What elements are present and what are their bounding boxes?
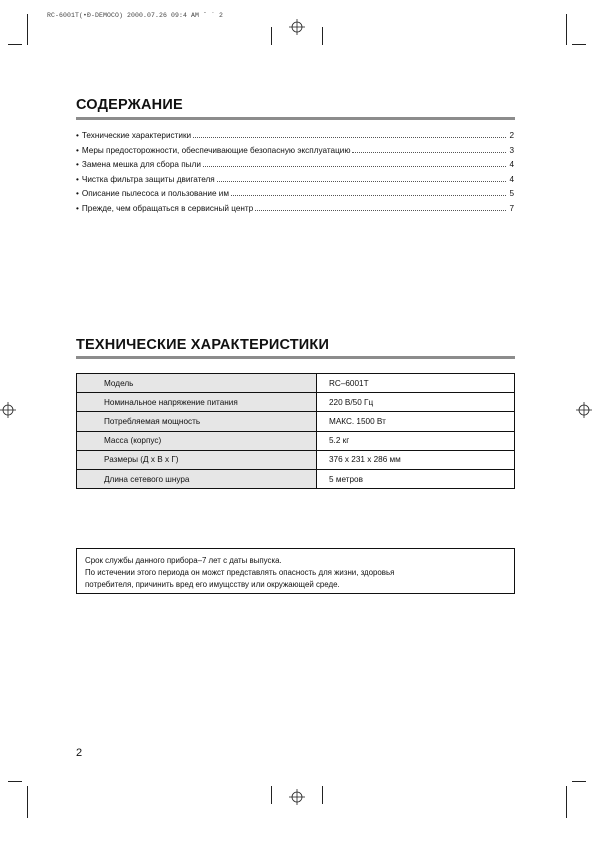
toc-leader: [217, 181, 506, 182]
spec-label: Длина сетевого шнура: [77, 469, 317, 488]
crop-mark-top-left-h: [8, 44, 22, 45]
spec-label: Размеры (Д x В x Г): [77, 450, 317, 469]
contents-title-rule: [76, 117, 515, 120]
registration-mark-top-icon: [289, 19, 305, 35]
toc-bullet: •: [76, 203, 79, 213]
spec-value: 220 В/50 Гц: [317, 393, 515, 412]
table-row: [77, 412, 515, 431]
registration-mark-bottom-icon: [289, 789, 305, 805]
spec-value: RC–6001T: [317, 374, 515, 393]
table-row: [77, 431, 515, 450]
toc-item[interactable]: [76, 146, 514, 161]
crop-mark-bottom-left-h: [8, 781, 22, 782]
toc-item-label: Описание пылесоса и пользование им: [81, 189, 229, 199]
toc-bullet: •: [76, 131, 79, 140]
toc-item[interactable]: [76, 131, 514, 146]
toc-item[interactable]: [76, 204, 514, 219]
page-number: 2: [76, 747, 83, 759]
crop-mark-top-center-right: [322, 27, 323, 45]
print-slug: RC-6001T(•Ð-DEMOCO) 2000.07.26 09:4 AM ˘ ` 2: [47, 12, 224, 19]
registration-mark-right-icon: [576, 402, 592, 418]
toc-item-label: Прежде, чем обращаться в сервисный центр: [81, 203, 254, 213]
service-life-notice: [76, 548, 515, 594]
table-row: [77, 393, 515, 412]
spec-label: Номинальное напряжение питания: [77, 393, 317, 412]
spec-label: Масса (корпус): [77, 431, 317, 450]
toc-item-page: 5: [509, 189, 514, 199]
crop-mark-bottom-right-h: [572, 781, 586, 782]
toc-bullet: •: [76, 174, 79, 184]
table-row: [77, 374, 515, 393]
spec-label: Модель: [77, 374, 317, 393]
toc-bullet: •: [76, 189, 79, 199]
spec-label: Потребляемая мощность: [77, 412, 317, 431]
notice-line: По истечении этого периода он можст представлять опасность для жизни, здоровья: [85, 568, 395, 577]
spec-value: 5.2 кг: [317, 431, 515, 450]
toc-item-label: Технические характеристики: [81, 131, 192, 140]
contents-title: СОДЕРЖАНИЕ: [76, 97, 183, 113]
crop-mark-top-right-h: [572, 44, 586, 45]
specs-title: ТЕХНИЧЕСКИЕ ХАРАКТЕРИСТИКИ: [76, 337, 330, 353]
toc-item-label: Замена мешка для сбора пыли: [81, 160, 201, 170]
crop-mark-top-left-v: [27, 14, 28, 45]
toc-leader: [193, 137, 506, 138]
crop-mark-top-center-left: [271, 27, 272, 45]
crop-mark-bottom-center-right: [322, 786, 323, 804]
crop-mark-bottom-right-v: [566, 786, 567, 818]
toc-item-page: 4: [509, 174, 514, 184]
table-row: [77, 450, 515, 469]
spec-value: 376 x 231 x 286 мм: [317, 450, 515, 469]
toc-item-page: 3: [509, 145, 514, 155]
toc-leader: [203, 166, 506, 167]
toc-item-label: Меры предосторожности, обеспечивающие безопасную эксплуатацию: [81, 145, 351, 155]
spec-value: МАКС. 1500 Вт: [317, 412, 515, 431]
toc-leader: [231, 195, 506, 196]
toc-item[interactable]: [76, 189, 514, 204]
toc-leader: [352, 152, 506, 153]
specs-title-rule: [76, 356, 515, 359]
table-row: [77, 469, 515, 488]
toc-item-page: 7: [509, 203, 514, 213]
table-of-contents: [76, 131, 514, 219]
toc-bullet: •: [76, 145, 79, 155]
toc-item[interactable]: [76, 175, 514, 190]
toc-item-page: 4: [509, 160, 514, 170]
toc-leader: [255, 210, 506, 211]
toc-item[interactable]: [76, 160, 514, 175]
notice-line: потребителя, причинить вред его имущсству или окружающей среде.: [85, 580, 340, 589]
crop-mark-bottom-center-left: [271, 786, 272, 804]
toc-bullet: •: [76, 160, 79, 170]
crop-mark-top-right-v: [566, 14, 567, 45]
spec-value: 5 метров: [317, 469, 515, 488]
registration-mark-left-icon: [0, 402, 16, 418]
notice-line: Срок службы данного прибора–7 лет с даты выпуска.: [85, 556, 282, 565]
crop-mark-bottom-left-v: [27, 786, 28, 818]
specs-table: [76, 373, 515, 489]
toc-item-label: Чистка фильтра защиты двигателя: [81, 174, 215, 184]
toc-item-page: 2: [509, 131, 514, 140]
